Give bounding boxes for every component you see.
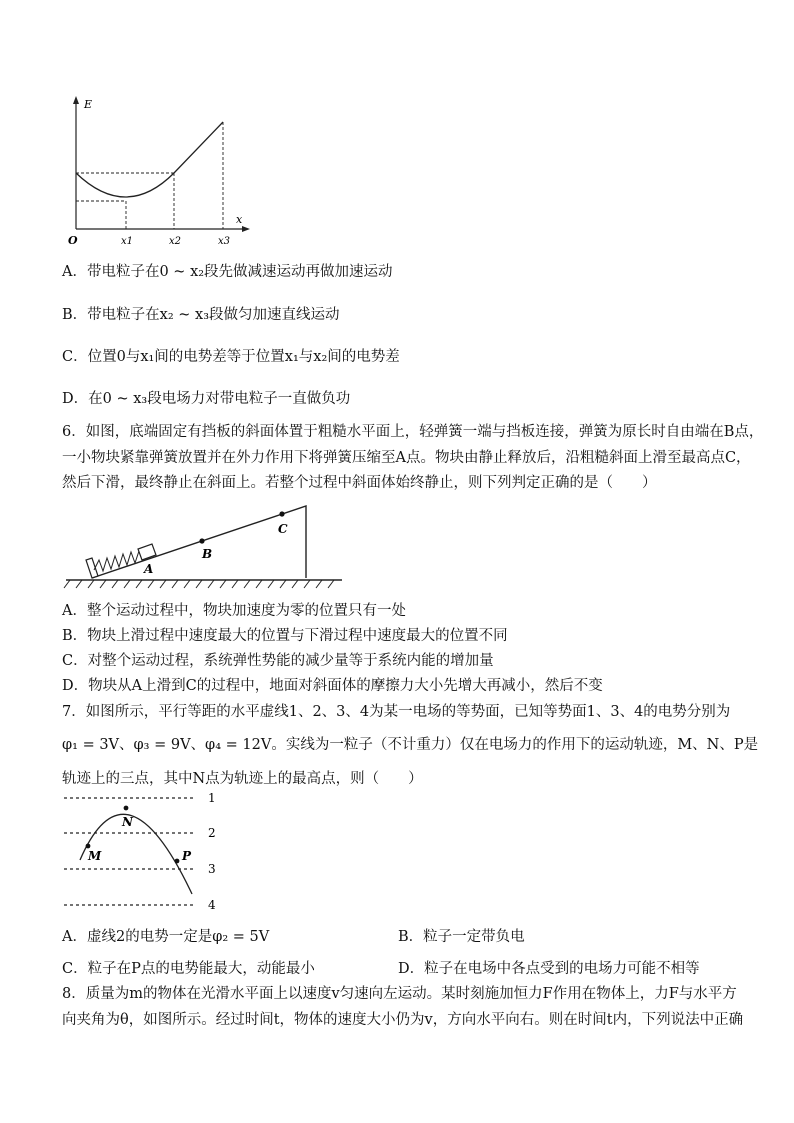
q7-option-b: B．粒子一定带负电 bbox=[398, 929, 525, 945]
point-m-label: M bbox=[88, 849, 102, 863]
y-axis-label: E bbox=[84, 98, 93, 111]
q6-stem-line2: 一小物块紧靠弹簧放置并在外力作用下将弹簧压缩至A点。物块由静止释放后，沿粗糙斜面上滑至最高点C， bbox=[62, 450, 751, 466]
q5-option-a: A．带电粒子在0 ~ x₂段先做减速运动再做加速运动 bbox=[62, 264, 393, 280]
q5-option-d: D．在0 ~ x₃段电场力对带电粒子一直做负功 bbox=[62, 391, 351, 407]
q6-stem-line1: 6．如图，底端固定有挡板的斜面体置于粗糙水平面上，轻弹簧一端与挡板连接，弹簧为原长时自由端在B点， bbox=[62, 424, 764, 440]
tick-label-x3: x3 bbox=[218, 236, 231, 247]
q8-stem-line2: 向夹角为θ，如图所示。经过时间t，物体的速度大小仍为v，方向水平向右。则在时间t内，下列说法中正确 bbox=[62, 1012, 744, 1028]
line-1-label: 1 bbox=[208, 791, 216, 805]
q5-option-b: B．带电粒子在x₂ ~ x₃段做匀加速直线运动 bbox=[62, 307, 340, 323]
point-c-label: C bbox=[278, 522, 288, 536]
point-n-label: N bbox=[122, 815, 133, 829]
point-b-label: B bbox=[202, 547, 213, 561]
line-2-label: 2 bbox=[208, 826, 216, 840]
line-3-label: 3 bbox=[208, 862, 216, 876]
equipotential-figure bbox=[60, 790, 230, 916]
q6-option-c: C．对整个运动过程，系统弹性势能的减少量等于系统内能的增加量 bbox=[62, 653, 494, 669]
origin-label: O bbox=[68, 234, 78, 247]
point-p-label: P bbox=[182, 849, 192, 863]
q6-option-a: A．整个运动过程中，物块加速度为零的位置只有一处 bbox=[62, 603, 406, 619]
q6-stem-line3: 然后下滑，最终静止在斜面上。若整个过程中斜面体始终静止，则下列判定正确的是（ ） bbox=[62, 475, 657, 491]
incline-figure bbox=[62, 500, 352, 592]
q8-stem-line1: 8．质量为m的物体在光滑水平面上以速度v匀速向左运动。某时刻施加恒力F作用在物体上，力F与水平方 bbox=[62, 986, 737, 1002]
q6-option-b: B．物块上滑过程中速度最大的位置与下滑过程中速度最大的位置不同 bbox=[62, 628, 508, 644]
q7-option-d: D．粒子在电场中各点受到的电场力可能不相等 bbox=[398, 961, 700, 977]
q7-stem-line3: 轨迹上的三点，其中N点为轨迹上的最高点，则（ ） bbox=[62, 771, 423, 787]
q5-option-c: C．位置0与x₁间的电势差等于位置x₁与x₂间的电势差 bbox=[62, 349, 400, 365]
e-x-graph bbox=[60, 92, 260, 252]
tick-label-x1: x1 bbox=[121, 236, 134, 247]
line-4-label: 4 bbox=[208, 898, 216, 912]
tick-label-x2: x2 bbox=[169, 236, 182, 247]
q6-option-d: D．物块从A上滑到C的过程中，地面对斜面体的摩擦力大小先增大再减小，然后不变 bbox=[62, 678, 603, 694]
q7-option-a: A．虚线2的电势一定是φ₂ = 5V bbox=[62, 929, 270, 945]
q7-stem-line1: 7．如图所示，平行等距的水平虚线1、2、3、4为某一电场的等势面，已知等势面1、3、4的电势分别为 bbox=[62, 704, 731, 720]
q7-option-c: C．粒子在P点的电势能最大，动能最小 bbox=[62, 961, 315, 977]
x-axis-label: x bbox=[236, 213, 243, 226]
point-a-label: A bbox=[144, 562, 154, 576]
q7-stem-line2: φ₁ = 3V、φ₃ = 9V、φ₄ = 12V。实线为一粒子（不计重力）仅在电场力的作用下的运动轨迹，M、N、P是 bbox=[62, 737, 759, 753]
